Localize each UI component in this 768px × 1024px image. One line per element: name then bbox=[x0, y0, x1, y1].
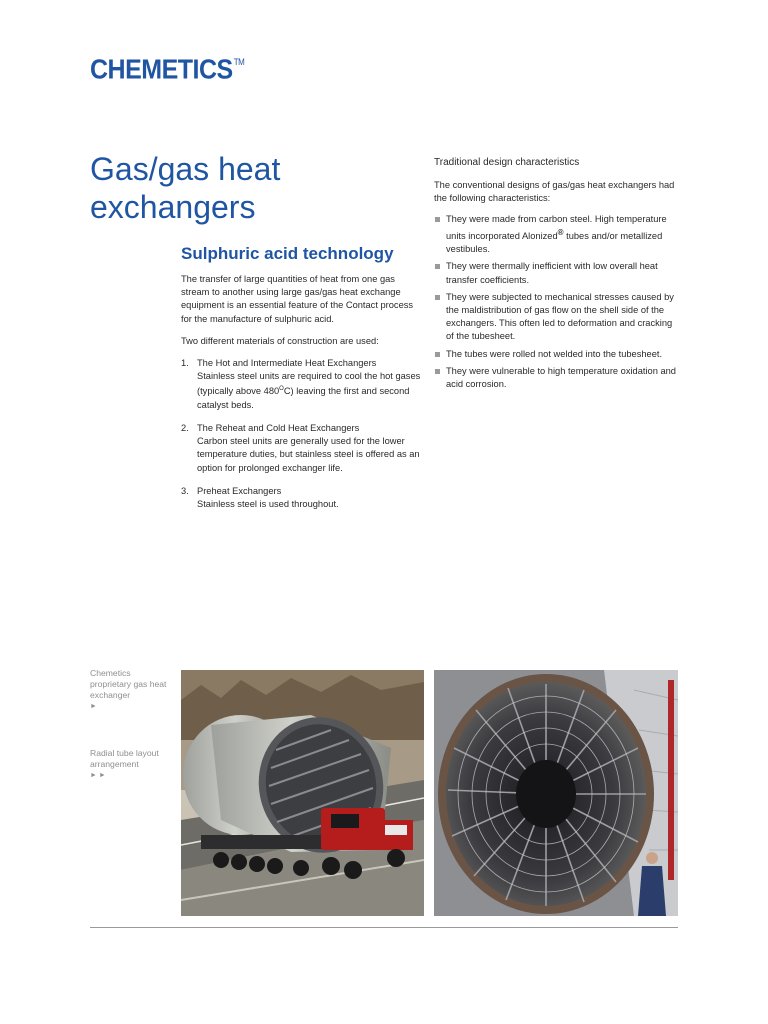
square-bullet-icon bbox=[435, 369, 440, 374]
exchanger-truck-illustration bbox=[181, 670, 424, 916]
list-number: 1. bbox=[181, 358, 189, 369]
square-bullet-icon bbox=[435, 295, 440, 300]
materials-list bbox=[181, 357, 423, 511]
arrow-right-icon: ► bbox=[90, 703, 97, 710]
radial-tube-photo bbox=[434, 670, 678, 916]
logo-text: CHEMETICS bbox=[90, 54, 233, 86]
list-item bbox=[434, 213, 680, 257]
right-column bbox=[434, 156, 680, 395]
bullet-text: They were subjected to mechanical stresses caused by the maldistribution of gas flow on the shell side of the exchangers. This often led to deformation and cracking of the tubesheet. bbox=[446, 291, 674, 342]
bullet-text: They were made from carbon steel. High temperature units incorporated Alonized bbox=[446, 213, 667, 241]
left-column bbox=[181, 273, 423, 521]
list-item-text-part: C) leaving the first and second catalyst beds. bbox=[197, 386, 410, 410]
list-item bbox=[434, 291, 680, 344]
list-item bbox=[434, 365, 680, 391]
page-title: Gas/gas heat exchangers bbox=[90, 151, 281, 225]
bullet-text: They were vulnerable to high temperature oxidation and acid corrosion. bbox=[446, 365, 676, 389]
chemetics-logo bbox=[90, 54, 244, 86]
materials-list-item bbox=[181, 485, 423, 511]
radial-tube-illustration bbox=[434, 670, 678, 916]
list-item-text: Carbon steel units are generally used for the lower temperature duties, but stainless steel is offered as an option for prolonged exchanger life. bbox=[197, 436, 420, 473]
traditional-heading: Traditional design characteristics bbox=[434, 157, 580, 168]
bullet-text: tubes and/or metallized vestibules. bbox=[446, 230, 663, 255]
caption-text: Radial tube layout arrangement bbox=[90, 748, 159, 769]
list-number: 3. bbox=[181, 485, 189, 496]
footer-divider bbox=[90, 927, 678, 928]
caption-text: Chemetics proprietary gas heat exchanger bbox=[90, 668, 167, 700]
degree-mark: O bbox=[279, 386, 284, 393]
materials-intro: Two different materials of construction are used: bbox=[181, 335, 379, 346]
bullet-text: They were thermally inefficient with low overall heat transfer coefficients. bbox=[446, 261, 658, 285]
square-bullet-icon bbox=[435, 352, 440, 357]
square-bullet-icon bbox=[435, 264, 440, 269]
intro-paragraph: The transfer of large quantities of heat from one gas stream to another using large gas/gas heat exchange equipment is an essential feature of the Contact process for the manufacture of sulphuric acid. bbox=[181, 274, 414, 324]
list-item bbox=[434, 260, 680, 286]
trademark-mark: TM bbox=[233, 57, 245, 68]
photo-caption-exchanger bbox=[90, 668, 170, 712]
list-item-title: Preheat Exchangers bbox=[197, 485, 282, 496]
photo-caption-tube-layout bbox=[90, 748, 170, 781]
characteristics-list bbox=[434, 213, 680, 392]
materials-list-item bbox=[181, 422, 423, 475]
materials-list-item bbox=[181, 357, 423, 412]
list-item-title: The Hot and Intermediate Heat Exchangers bbox=[197, 358, 377, 369]
arrow-right-icon: ► ► bbox=[90, 772, 106, 779]
list-item-text: Stainless steel is used throughout. bbox=[197, 498, 339, 509]
list-item bbox=[434, 348, 680, 361]
registered-mark: ® bbox=[557, 227, 564, 237]
list-item-text bbox=[197, 370, 423, 412]
section-subtitle: Sulphuric acid technology bbox=[181, 244, 394, 263]
square-bullet-icon bbox=[435, 217, 440, 222]
list-item-text-part: Stainless steel units are required to cool the hot gases (typically above 480 bbox=[197, 371, 421, 397]
bullet-text: The tubes were rolled not welded into the tubesheet. bbox=[446, 348, 663, 359]
list-number: 2. bbox=[181, 422, 189, 433]
traditional-intro: The conventional designs of gas/gas heat exchangers had the following characteristics: bbox=[434, 180, 675, 204]
exchanger-truck-photo bbox=[181, 670, 424, 916]
list-item-title: The Reheat and Cold Heat Exchangers bbox=[197, 422, 360, 433]
